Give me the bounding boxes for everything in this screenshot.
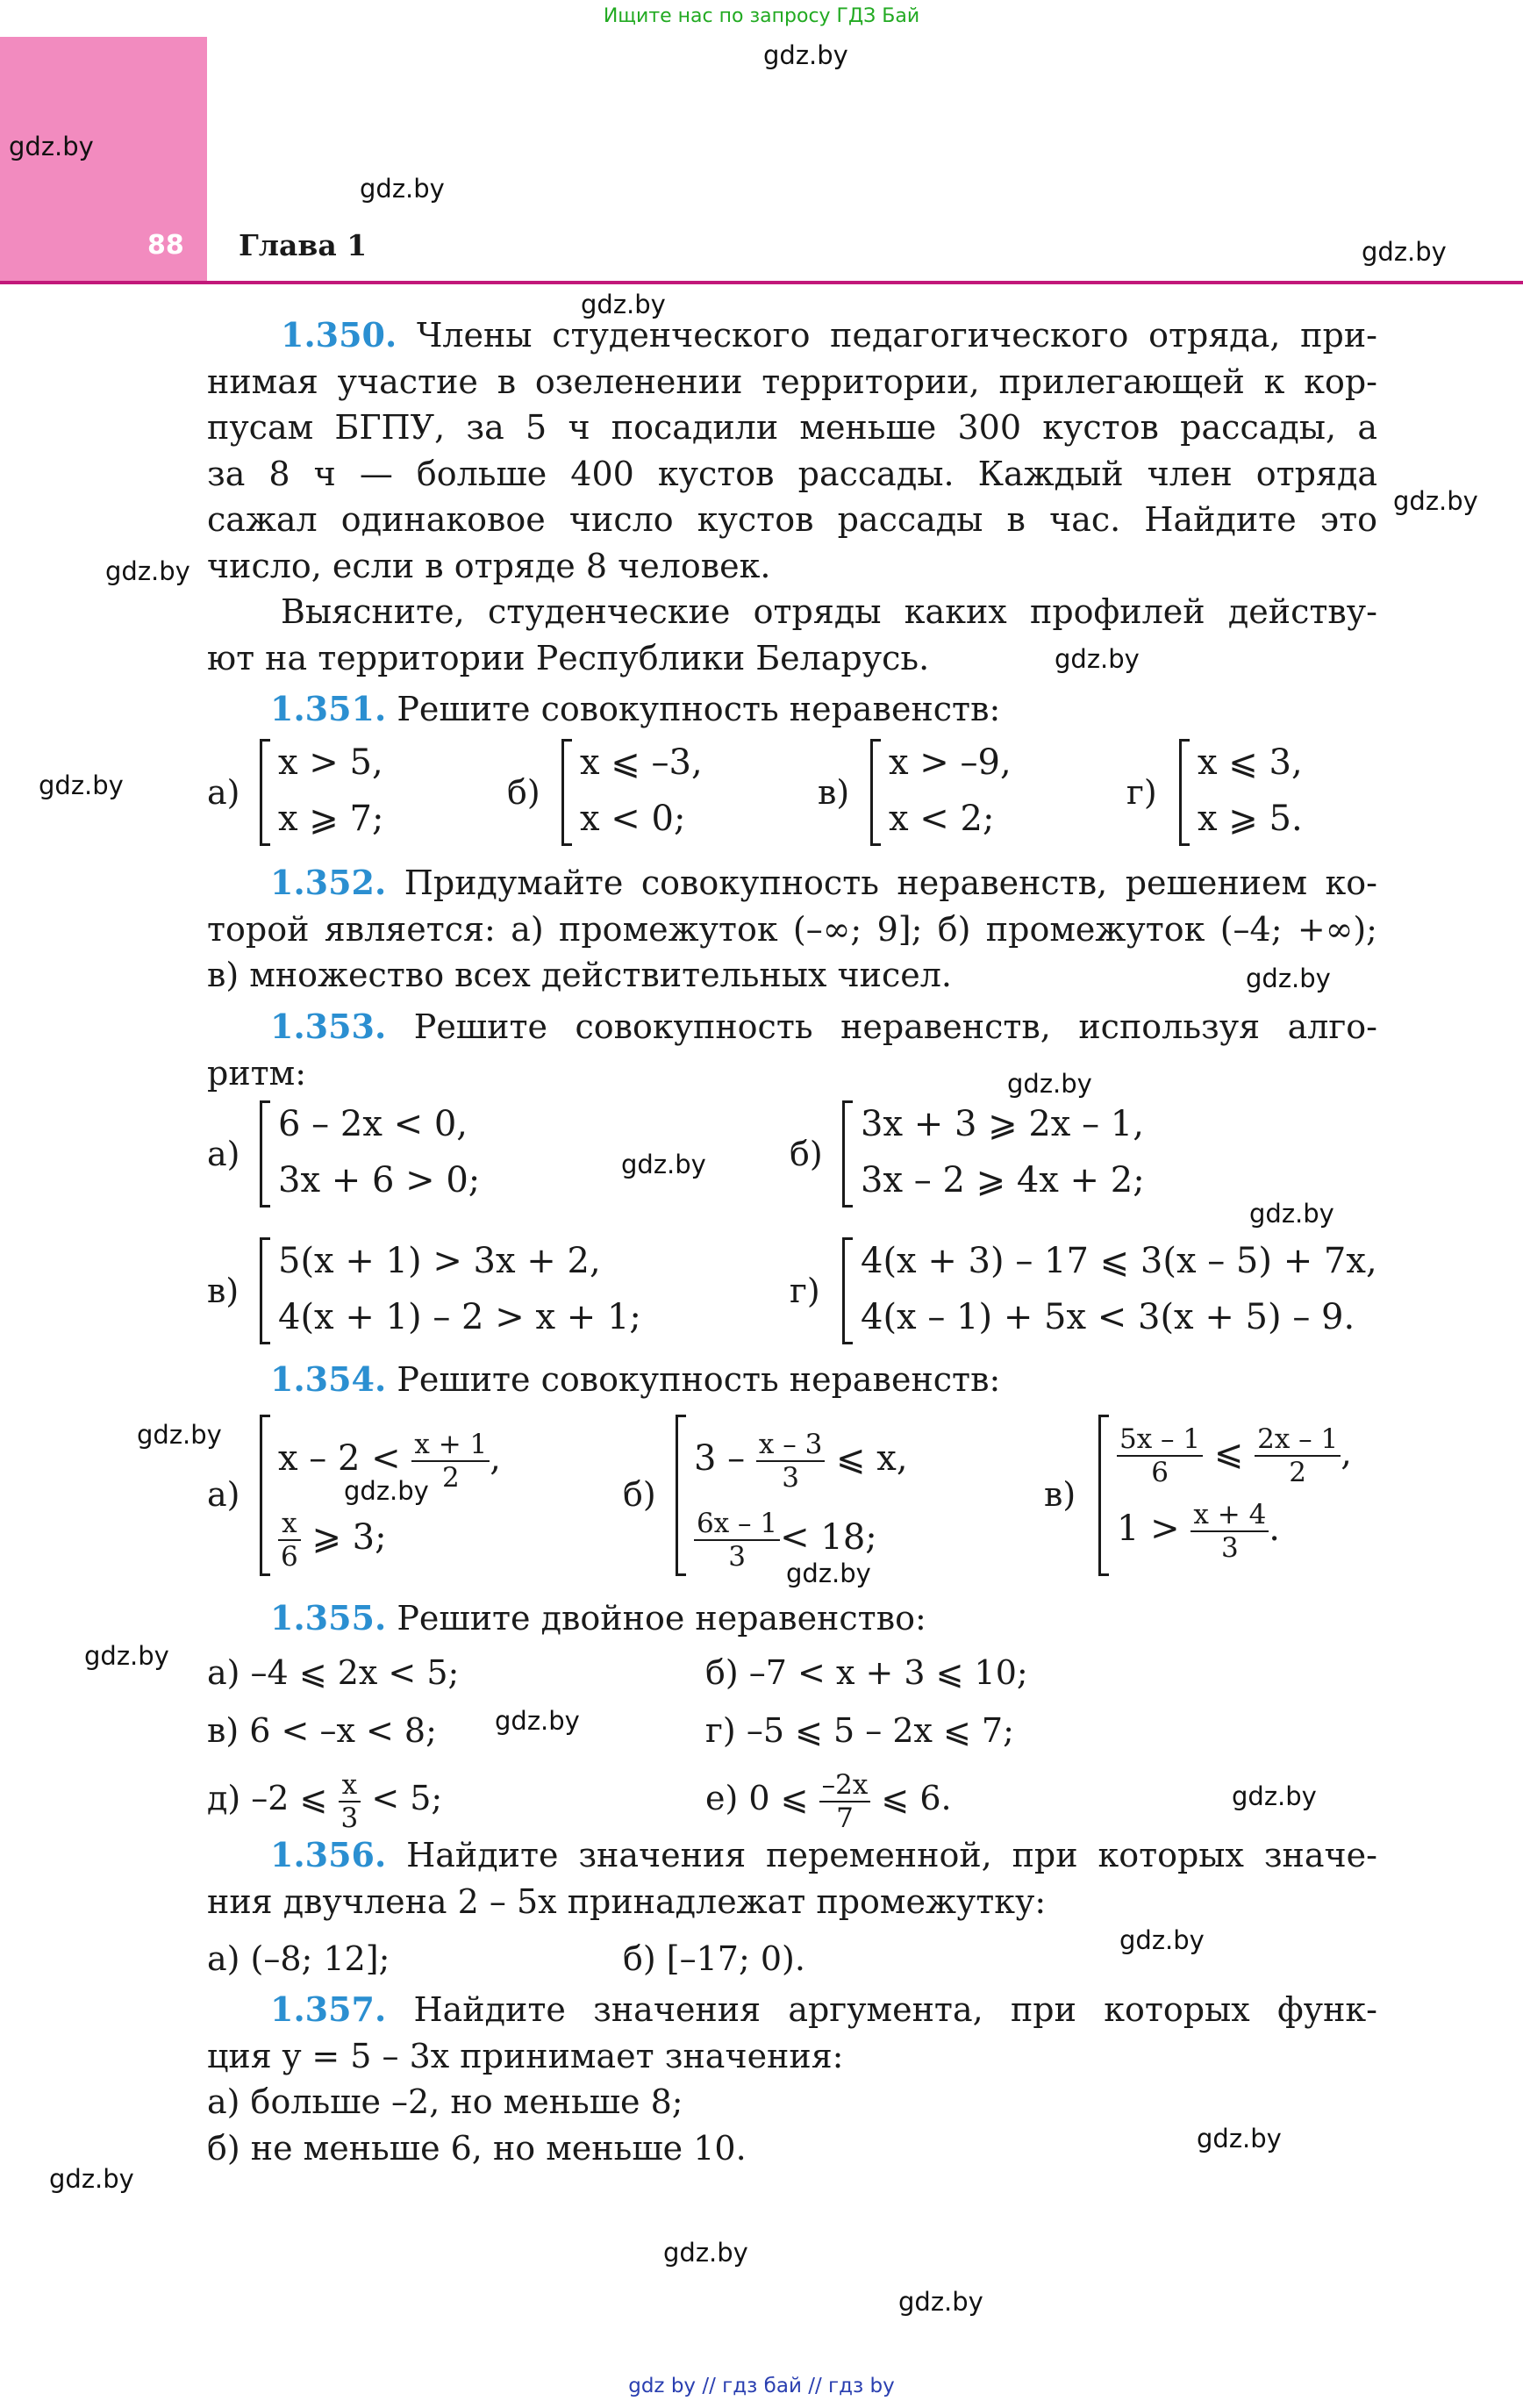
exercise-line: сажал одинаковое число кустов рассады в час. Найдите это (207, 500, 1377, 539)
inequality-system (1098, 1415, 1382, 1576)
item-e: е) 0 ⩽ $\frac{-2x}{7}$ ⩽ 6. (705, 1768, 952, 1834)
item-label: б) (507, 773, 540, 812)
watermark: gdz.by (39, 770, 124, 800)
item-d: д) –2 ⩽ $\frac{x}{3}$ < 5; (207, 1768, 443, 1834)
watermark: gdz.by (1232, 1781, 1317, 1811)
fraction-line: 1 > $\frac{x + 4}{3}$ . (1117, 1499, 1281, 1564)
watermark: gdz.by (495, 1706, 580, 1736)
exercise-line: 1.356. Найдите значения переменной, при которых значе- (270, 1835, 1377, 1874)
watermark: gdz.by (1362, 237, 1447, 267)
watermark: gdz.by (360, 174, 445, 204)
exercise-1-354-title: 1.354. Решите совокупность неравенств: (270, 1359, 1001, 1399)
watermark: gdz.by (49, 2164, 134, 2194)
inequality-system (676, 1415, 941, 1576)
watermark: gdz.by (581, 290, 666, 319)
exercise-1-357 (207, 1987, 1377, 2171)
item-a: а) (–8; 12]; (207, 1939, 390, 1978)
exercise-number: 1.350. (281, 315, 397, 355)
header-rule (0, 281, 1523, 284)
item-v: в) 6 < –x < 8; (207, 1711, 437, 1750)
item-label: б) (623, 1475, 656, 1514)
fraction-line: 3 – $\frac{x - 3}{3}$ ⩽ x, (694, 1429, 908, 1494)
exercise-line: торой является: а) промежуток (–∞; 9]; б) промежуток (–4; +∞); (207, 909, 1377, 949)
item-label: г) (790, 1272, 820, 1310)
exercise-1-353 (207, 1004, 1377, 1096)
watermark: gdz.by (1119, 1925, 1205, 1955)
watermark: gdz.by (137, 1420, 222, 1450)
exercise-line: ция y = 5 – 3x принимает значения: (207, 2036, 844, 2075)
inequality-system: x ⩽ –3, x < 0; (561, 739, 740, 846)
exercise-line: 1.350. Члены студенческого педагогического отряда, при- (281, 315, 1377, 355)
item-label: г) (1126, 773, 1157, 812)
chapter-title: Глава 1 (239, 228, 368, 262)
item-g: г) –5 ⩽ 5 – 2x ⩽ 7; (705, 1711, 1014, 1750)
exercise-1-352 (207, 860, 1377, 999)
item-label: а) (207, 773, 240, 812)
exercise-1-356 (207, 1832, 1377, 1924)
item-b: б) –7 < x + 3 ⩽ 10; (705, 1653, 1028, 1692)
watermark: gdz.by (1249, 1199, 1334, 1229)
fraction-line: $\frac{6x - 1}{3}$ < 18; (694, 1502, 877, 1573)
exercise-line: пусам БГПУ, за 5 ч посадили меньше 300 кустов рассады, а (207, 408, 1377, 447)
watermark: gdz.by (898, 2287, 983, 2317)
watermark: gdz.by (663, 2238, 748, 2268)
item-label: а) (207, 1475, 240, 1514)
inequality-system: x > –9, x < 2; (870, 739, 1048, 846)
exercise-line: ритм: (207, 1053, 307, 1093)
exercise-1-355-title: 1.355. Решите двойное неравенство: (270, 1598, 926, 1638)
exercise-line: нимая участие в озеленении территории, прилегающей к кор- (207, 362, 1377, 401)
exercise-1-350 (207, 312, 1377, 681)
inequality-system: 6 – 2x < 0, 3x + 6 > 0; (260, 1100, 526, 1208)
page-number: 88 (147, 230, 184, 261)
fraction-line: x – 2 < $\frac{x + 1}{2}$ , (278, 1429, 501, 1494)
watermark: gdz.by (105, 556, 190, 586)
exercise-line: 1.357. Найдите значения аргумента, при которых функ- (270, 1989, 1377, 2029)
watermark: gdz.by (1007, 1069, 1092, 1099)
fraction-line: $\frac{x}{6}$ ⩾ 3; (278, 1502, 387, 1573)
item-label: в) (818, 773, 850, 812)
exercise-line: ния двучлена 2 – 5x принадлежат промежутку: (207, 1881, 1047, 1921)
item-label: в) (1044, 1475, 1076, 1514)
inequality-system: x > 5, x ⩾ 7; (260, 739, 438, 846)
watermark: gdz.by (1246, 964, 1331, 993)
item-b: б) [–17; 0). (623, 1939, 805, 1978)
footer-links[interactable]: gdz by // гдз бай // гдз by (628, 2375, 895, 2397)
exercise-line: число, если в отряде 8 человек. (207, 546, 771, 585)
item-a: а) больше –2, но меньше 8; (207, 2082, 683, 2121)
fraction-line: $\frac{5x - 1}{6}$ ⩽ $\frac{2x - 1}{2}$ , (1117, 1418, 1352, 1488)
exercise-line: Выясните, студенческие отряды каких профилей действу- (281, 592, 1377, 631)
watermark: gdz.by (786, 1559, 871, 1588)
watermark: gdz.by (344, 1476, 429, 1506)
item-label: а) (207, 1135, 240, 1173)
inequality-system: 4(x + 3) – 17 ⩽ 3(x – 5) + 7x, 4(x – 1) + 5x < 3(x + 5) – 9. (842, 1237, 1371, 1344)
watermark: gdz.by (1393, 486, 1478, 516)
exercise-line: 1.353. Решите совокупность неравенств, используя алго- (270, 1007, 1377, 1046)
watermark: gdz.by (1197, 2124, 1282, 2154)
exercise-line: за 8 ч — больше 400 кустов рассады. Каждый член отряда (207, 454, 1377, 493)
watermark: gdz.by (9, 132, 94, 161)
inequality-system: 5(x + 1) > 3x + 2, 4(x + 1) – 2 > x + 1; (260, 1237, 631, 1344)
inequality-system: x ⩽ 3, x ⩾ 5. (1179, 739, 1357, 846)
item-label: б) (790, 1135, 823, 1173)
exercise-line: в) множество всех действительных чисел. (207, 956, 952, 994)
exercise-1-351-title: 1.351. Решите совокупность неравенств: (270, 689, 1001, 728)
watermark: gdz.by (1055, 644, 1140, 674)
item-a: а) –4 ⩽ 2x < 5; (207, 1653, 460, 1692)
inequality-system (260, 1415, 526, 1576)
watermark: gdz.by (84, 1641, 169, 1671)
item-b: б) не меньше 6, но меньше 10. (207, 2128, 747, 2168)
watermark: gdz.by (763, 40, 848, 70)
watermark: gdz.by (621, 1150, 706, 1179)
inequality-system: 3x + 3 ⩾ 2x – 1, 3x – 2 ⩾ 4x + 2; (842, 1100, 1213, 1208)
exercise-line: 1.352. Придумайте совокупность неравенств, решением ко- (270, 863, 1377, 902)
exercise-line: ют на территории Республики Беларусь. (207, 638, 930, 677)
item-label: в) (207, 1272, 240, 1310)
top-banner: Ищите нас по запросу ГДЗ Бай (603, 5, 920, 27)
